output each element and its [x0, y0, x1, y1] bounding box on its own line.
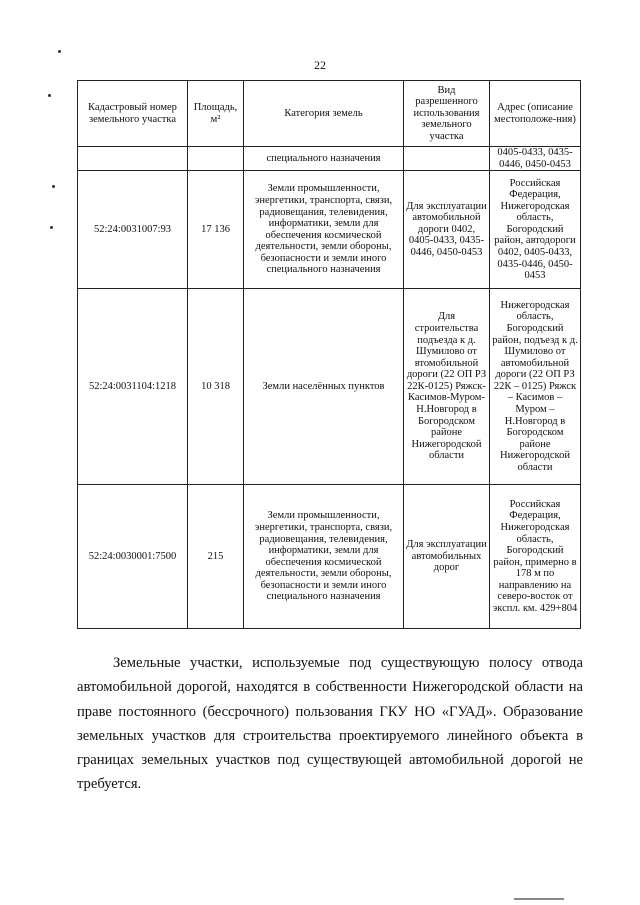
cell-usage: Для эксплуатации автомобильной дороги 0402, 0405-0433, 0435-0446, 0450-0453 — [404, 171, 490, 289]
body-paragraph — [77, 651, 583, 797]
cell-usage — [404, 147, 490, 171]
scan-dot — [50, 226, 53, 229]
cell-category: Земли промышленности, энергетики, транспорта, связи, радиовещания, телевидения, информатики, земли для обеспечения космической деятельности, земли обороны, безопасности и земли иного специального назначения — [244, 171, 404, 289]
table-header-row — [78, 81, 581, 147]
page-number: 22 — [314, 58, 326, 72]
table-row — [78, 171, 581, 289]
header-cadastral: Кадастровый номер земельного участка — [78, 81, 188, 147]
table-row — [78, 289, 581, 485]
cell-usage: Для эксплуатации автомобильных дорог — [404, 485, 490, 629]
cell-category: Земли промышленности, энергетики, транспорта, связи, радиовещания, телевидения, информатики, земли для обеспечения космической деятельности, земли обороны, безопасности и земли иного специального назначения — [244, 485, 404, 629]
body-paragraph-text: Земельные участки, используемые под существующую полосу отвода автомобильной дорогой, находятся в собственности Нижегородской области на праве постоянного (бессрочного) пользования ГКУ НО «ГУАД». Образование земельных участков для строительства проектируемого линейного объекта в границах земельных участков под существующей автомобильной дорогой не требуется. — [77, 655, 583, 793]
cell-address: Российская Федерация, Нижегородская область, Богородский район, автодороги 0402, 0405-0433, 0435-0446, 0450-0453 — [490, 171, 581, 289]
header-area: Площадь, м² — [188, 81, 244, 147]
cell-address: 0405-0433, 0435-0446, 0450-0453 — [490, 147, 581, 171]
cell-cadastral: 52:24:0031104:1218 — [78, 289, 188, 485]
cell-cadastral: 52:24:0030001:7500 — [78, 485, 188, 629]
cell-cadastral — [78, 147, 188, 171]
cell-cadastral: 52:24:0031007:93 — [78, 171, 188, 289]
cell-area: 10 318 — [188, 289, 244, 485]
cell-area: 215 — [188, 485, 244, 629]
header-usage: Вид разрешенного использования земельного участка — [404, 81, 490, 147]
scan-dot — [58, 50, 61, 53]
scan-dot — [52, 185, 55, 188]
cell-usage: Для строительства подъезда к д. Шумилово от втомобильной дороги (22 ОП РЗ 22К-0125) Ряжск-Касимов-Муром-Н.Новгород в Богородском районе Нижегородской области — [404, 289, 490, 485]
cell-address: Нижегородская область, Богородский район, подъезд к д. Шумилово от автомобильной дороги (22 ОП РЗ 22К – 0125) Ряжск – Касимов – Муром – Н.Новгород в Богородском районе Нижегородской области — [490, 289, 581, 485]
cell-category: специального назначения — [244, 147, 404, 171]
cell-address: Российская Федерация, Нижегородская область, Богородский район, примерно в 178 м по направлению на северо-восток от экспл. км. 429+804 — [490, 485, 581, 629]
land-plots-table — [77, 80, 581, 629]
table-row — [78, 485, 581, 629]
header-address: Адрес (описание местоположе-ния) — [490, 81, 581, 147]
cell-area — [188, 147, 244, 171]
scan-dot — [48, 94, 51, 97]
table-row — [78, 147, 581, 171]
header-category: Категория земель — [244, 81, 404, 147]
cell-area: 17 136 — [188, 171, 244, 289]
scan-streak — [514, 898, 564, 900]
cell-category: Земли населённых пунктов — [244, 289, 404, 485]
